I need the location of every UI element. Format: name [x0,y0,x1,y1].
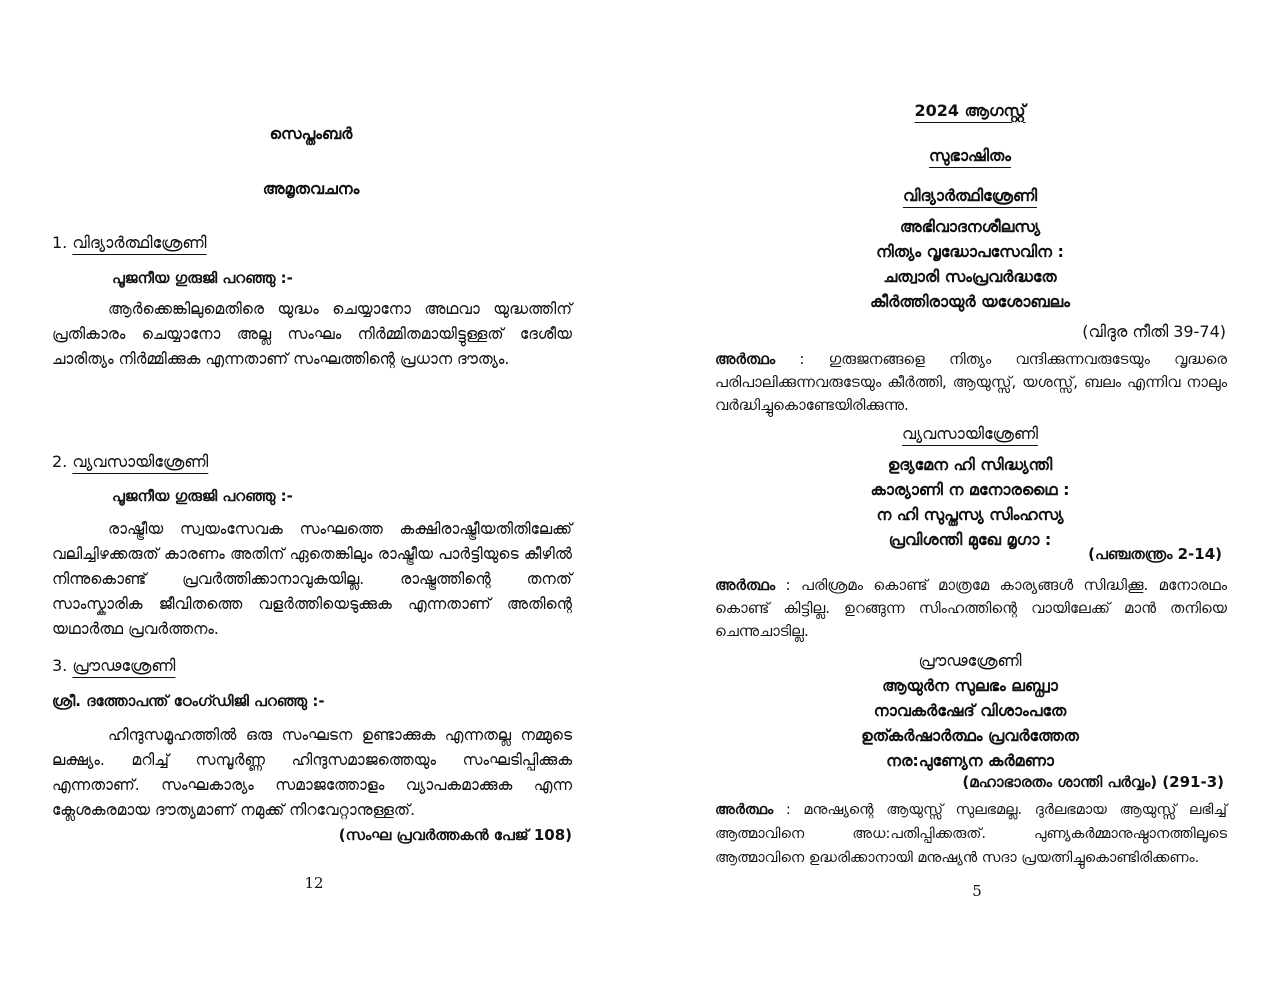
section-heading-3 [52,656,175,676]
right-page [640,0,1280,989]
speaker-line-1: പൂജനീയ ഗുരുജി പറഞ്ഞു :- [112,269,293,287]
verse-line: ആയുർന സുലഭം ലബ്ധ്വാ [882,676,1058,695]
verse-reference-1: (വിദുര നീതി 39-74) [1082,322,1226,341]
section-number: 2. [52,452,68,471]
month-title: സെപ്തംബർ [269,124,353,143]
paragraph-1 [52,297,572,372]
meaning-text: : മനുഷ്യന്റെ ആയുസ്സ് സുലഭമല്ല. ദുർലഭമായ ആയുസ്സ് ലഭിച്ച് ആത്മാവിനെ അധ:പതിപ്പിക്കരുത്. പുണ്യകർമ്മാനുഷ്ഠാനത്തിലൂടെ ആത്മാവിനെ ഉദ്ധരിക്കാനായി മനുഷ്യൻ സദാ പ്രയത്നിച്ചുകൊണ്ടിരിക്കണം. [715,802,1227,866]
section-number: 3. [52,656,68,675]
page-number: 5 [972,882,982,900]
verse-2 [770,452,1170,552]
paragraph-text: ആർക്കെങ്കിലുമെതിരെ യുദ്ധം ചെയ്യാനോ അഥവാ യുദ്ധത്തിന് പ്രതികാരം ചെയ്യാനോ അല്ല സംഘം നിർമ്മിതമായിട്ടുള്ളത് ദേശീയ ചാരിത്യം നിർമ്മിക്കുക എന്നതാണ് സംഘത്തിന്റെ പ്രധാന ദൗത്യം. [52,300,572,368]
month-title: 2024 ആഗസ്റ്റ് [914,101,1026,120]
section-heading-text: വ്യവസായിശ്രേണി [72,452,209,471]
block-heading-3: പ്രൗഢശ്രേണി [918,651,1022,670]
meaning-3 [715,798,1227,870]
verse-line: നിത്യം വൃദ്ധോപസേവിന : [876,242,1064,261]
section-title: അമൃതവചനം [262,179,360,198]
verse-line: നര:പുണ്യേന കർമണാ [886,751,1054,770]
verse-reference-2: (പഞ്ചതന്ത്രം 2-14) [1088,545,1222,563]
verse-1 [770,214,1170,314]
verse-line: പ്രവിശന്തി മുഖേ മൃഗാ : [888,530,1052,549]
verse-line: ഉത്കർഷാർത്ഥം പ്രവർത്തേത [861,726,1079,745]
meaning-text: : ഗുരുജനങ്ങളെ നിത്യം വന്ദിക്കുന്നവരുടേയും വൃദ്ധരെ പരിപാലിക്കുന്നവരുടേയും കീർത്തി, ആയുസ്സ്, യശസ്സ്, ബലം എന്നിവ നാലും വർദ്ധിച്ചുകൊണ്ടേയിരിക്കുന്നു. [715,350,1227,414]
block-heading-1: വിദ്യാർത്ഥിശ്രേണി [902,186,1038,205]
paragraph-text: ഹിന്ദുസമൂഹത്തിൽ ഒരു സംഘടന ഉണ്ടാക്കുക എന്നതല്ല നമ്മുടെ ലക്ഷ്യം. മറിച്ച് സമ്പൂർണ്ണ ഹിന്ദുസമാജത്തെയും സംഘടിപ്പിക്കുക എന്നതാണ്. സംഘകാര്യം സമാജത്തോളം വ്യാപകമാക്കുക എന്ന ക്ലേശകരമായ ദൗത്യമാണ് നമുക്ക് നിറവേറ്റാനുള്ളത്. [52,726,572,819]
section-heading-text: പ്രൗഢശ്രേണി [72,656,176,675]
paragraph-text: രാഷ്ട്രീയ സ്വയംസേവക സംഘത്തെ കക്ഷിരാഷ്ട്രീയതിതിലേക്ക് വലിച്ചിഴക്കരുത് കാരണം അതിന് ഏതെങ്കിലും രാഷ്ട്രീയ പാർട്ടിയുടെ കീഴിൽ നിന്നുകൊണ്ട് പ്രവർത്തിക്കാനാവുകയില്ല. രാഷ്ട്രത്തിന്റെ തനത് സാംസ്കാരിക ജീവിതത്തെ വളർത്തിയെടുക്കുക എന്നതാണ് അതിന്റെ യഥാർത്ഥ പ്രവർത്തനം. [52,520,572,638]
verse-line: കീർത്തിരായുർ യശോബലം [870,292,1070,311]
meaning-text: : പരിശ്രമം കൊണ്ട് മാത്രമേ കാര്യങ്ങൾ സിദ്ധിക്കൂ. മനോരഥം കൊണ്ട് കിട്ടില്ല. ഉറങ്ങുന്ന സിംഹത്തിന്റെ വായിലേക്ക് മാൻ തനിയെ ചെന്നുചാടില്ല. [715,576,1227,640]
source-citation: (സംഘ പ്രവർത്തകൻ പേജ് 108) [338,826,572,844]
meaning-label: അർത്ഥം [715,576,776,594]
page-number: 12 [304,874,324,892]
verse-line: കാര്യാണി ന മനോരഥൈ : [870,480,1070,499]
verse-line: ചത്വാരി സംപ്രവർദ്ധതേ [883,267,1057,286]
verse-line: നാവകർഷേദ് വിശാംപതേ [873,701,1067,720]
meaning-label: അർത്ഥം [715,802,774,818]
section-number: 1. [52,233,68,252]
verse-line: ന ഹി സുപ്തസ്യ സിംഹസ്യ [876,505,1064,524]
meaning-label: അർത്ഥം [715,350,776,368]
section-heading-1 [52,233,206,253]
section-heading-2 [52,452,208,472]
verse-reference-3: (മഹാഭാരതം ശാന്തി പർവ്വം) (291-3) [962,773,1224,791]
speaker-line-3: ശ്രീ. ദത്തോപന്ത് ഠേംഗ്ഡിജി പറഞ്ഞു :- [52,692,325,710]
paragraph-2 [52,517,572,642]
meaning-2 [715,574,1227,643]
verse-3 [770,648,1170,773]
verse-line: അഭിവാദനശീലസ്യ [899,217,1041,236]
paragraph-3 [52,723,572,823]
meaning-1 [715,348,1227,417]
verse-line: ഉദ്യമേന ഹി സിദ്ധ്യന്തി [887,455,1053,474]
block-heading-2: വ്യവസായിശ്രേണി [902,424,1038,443]
speaker-line-2: പൂജനീയ ഗുരുജി പറഞ്ഞു :- [112,487,293,505]
section-heading-text: വിദ്യാർത്ഥിശ്രേണി [72,233,207,252]
section-title: സുഭാഷിതം [929,146,1011,165]
